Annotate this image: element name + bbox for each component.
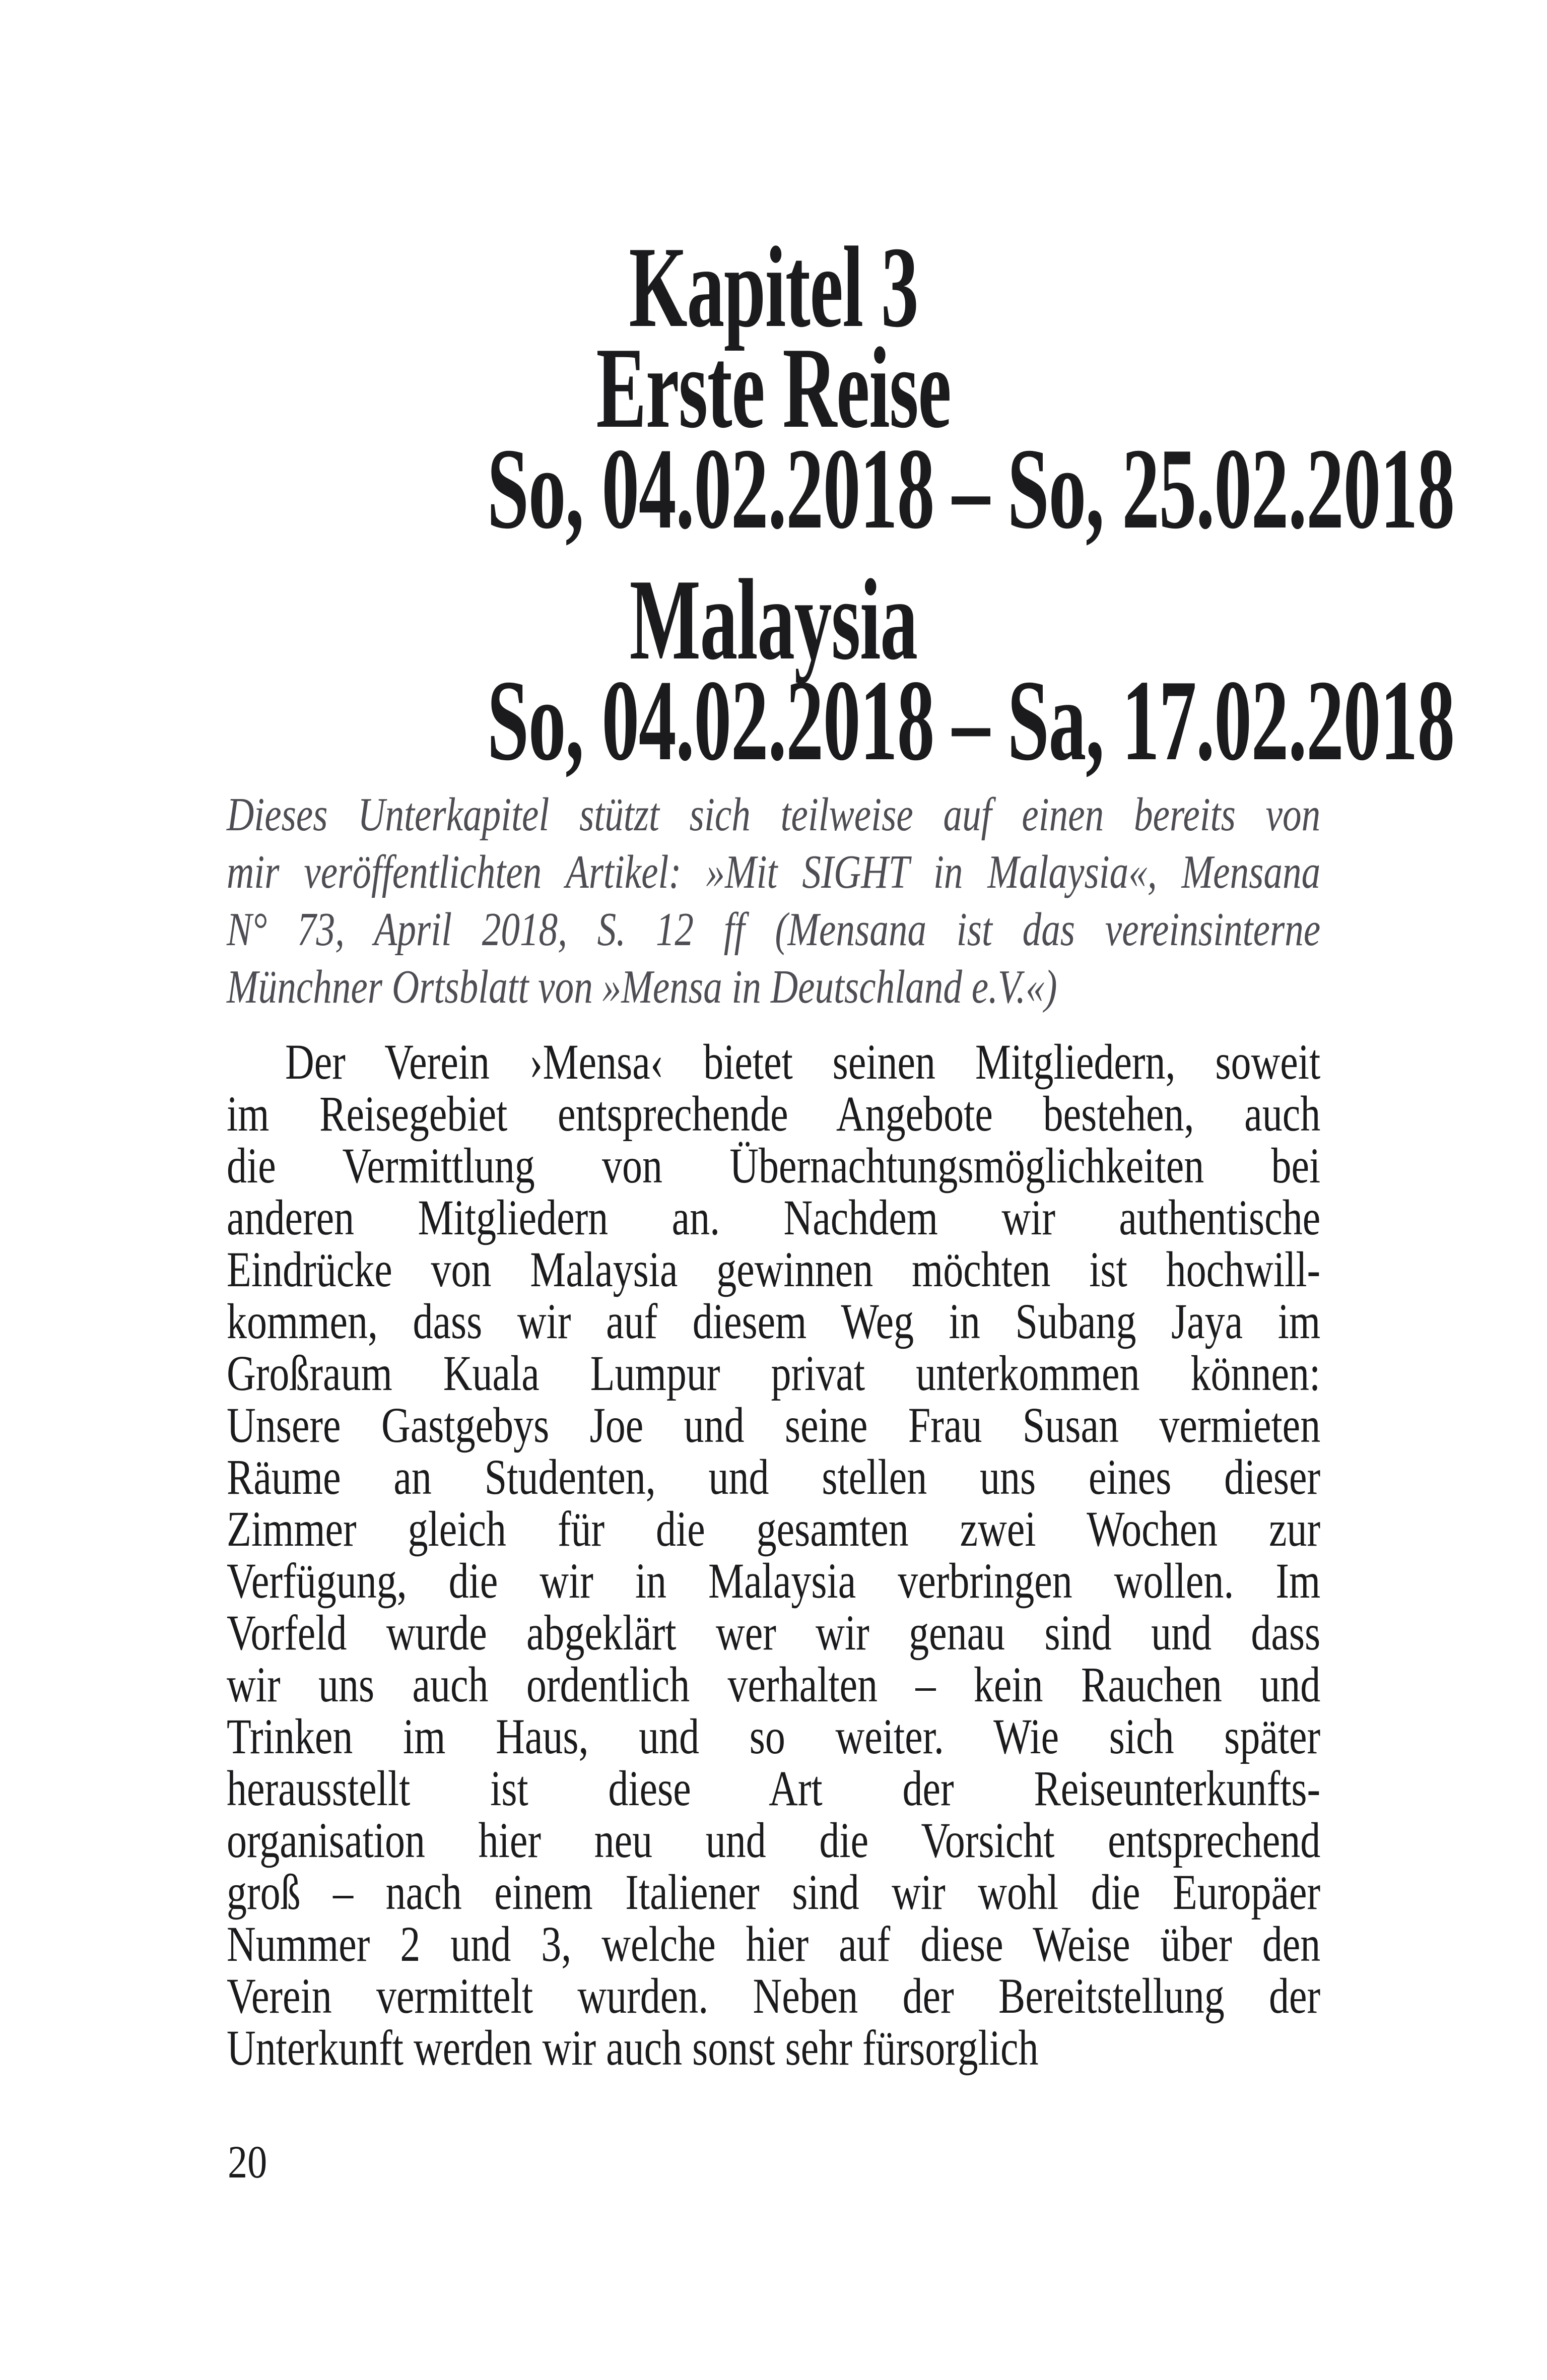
chapter-heading-line (227, 424, 1454, 553)
chapter-heading-line (227, 323, 1320, 452)
body-text-line: wir uns auch ordentlich verhalten – kein Rauchen und (227, 1657, 1321, 1712)
body-text-line: Großraum Kuala Lumpur privat unterkommen können: (227, 1345, 1321, 1401)
body-text-line: groß – nach einem Italiener sind wir wohl die Europäer (227, 1864, 1321, 1920)
section-heading-line (227, 555, 1320, 684)
body-text-line: Verfügung, die wir in Malaysia verbringen wollen. Im (227, 1553, 1321, 1609)
source-note (227, 786, 1320, 1016)
body-paragraph-lines (227, 1036, 1320, 2074)
body-text-line: die Vermittlung von Übernachtungsmöglichkeiten bei (227, 1138, 1321, 1194)
body-text-line: Trinken im Haus, und so weiter. Wie sich später (227, 1708, 1321, 1764)
body-text-line: Unsere Gastgebys Joe und seine Frau Susan vermieten (227, 1397, 1321, 1453)
source-note-line: Münchner Ortsblatt von »Mensa in Deutschland e.V.«) (227, 961, 1057, 1013)
body-text-line: Vorfeld wurde abgeklärt wer wir genau sind und dass (227, 1605, 1321, 1661)
page-number: 20 (228, 2136, 267, 2188)
body-text-line: Räume an Studenten, und stellen uns eines dieser (227, 1449, 1321, 1505)
body-text-line: Verein vermittelt wurden. Neben der Bereitstellung der (227, 1968, 1321, 2024)
body-text-line: kommen, dass wir auf diesem Weg in Subang Jaya im (227, 1293, 1321, 1349)
body-text-line: Zimmer gleich für die gesamten zwei Wochen zur (227, 1501, 1321, 1557)
chapter-heading-line (227, 223, 1320, 351)
section-heading-text: So, 04.02.2018 – Sa, 17.02.2018 (487, 656, 1454, 784)
chapter-heading-text: Kapitel 3 (629, 223, 918, 351)
body-paragraph (227, 1036, 1320, 2074)
chapter-heading-text: So, 04.02.2018 – So, 25.02.2018 (487, 424, 1454, 553)
body-text-line: im Reisegebiet entsprechende Angebote bestehen, auch (227, 1086, 1321, 1142)
body-text-line: organisation hier neu und die Vorsicht entsprechend (227, 1812, 1321, 1868)
body-text-line: Nummer 2 und 3, welche hier auf diese Weise über den (227, 1916, 1321, 1972)
section-heading-line (227, 656, 1454, 784)
source-note-line: Dieses Unterkapitel stützt sich teilweise auf einen bereits von (227, 788, 1321, 841)
source-note-line: N° 73, April 2018, S. 12 ff (Mensana ist das vereinsinterne (227, 903, 1321, 956)
source-note-lines (227, 786, 1320, 1016)
body-text-line: herausstellt ist diese Art der Reiseunterkunfts- (227, 1760, 1321, 1816)
body-text-line: Eindrücke von Malaysia gewinnen möchten ist hochwill- (227, 1241, 1321, 1297)
body-text-line: Der Verein ›Mensa‹ bietet seinen Mitgliedern, soweit (285, 1034, 1321, 1090)
chapter-heading (227, 223, 1454, 553)
section-heading-text: Malaysia (630, 555, 917, 684)
body-text-line: Unterkunft werden wir auch sonst sehr fürsorglich (227, 2020, 1039, 2076)
chapter-heading-text: Erste Reise (596, 323, 951, 452)
body-text-line: anderen Mitgliedern an. Nachdem wir authentische (227, 1189, 1321, 1245)
source-note-line: mir veröffentlichten Artikel: »Mit SIGHT in Malaysia«, Mensana (227, 846, 1321, 898)
section-heading (227, 555, 1454, 784)
